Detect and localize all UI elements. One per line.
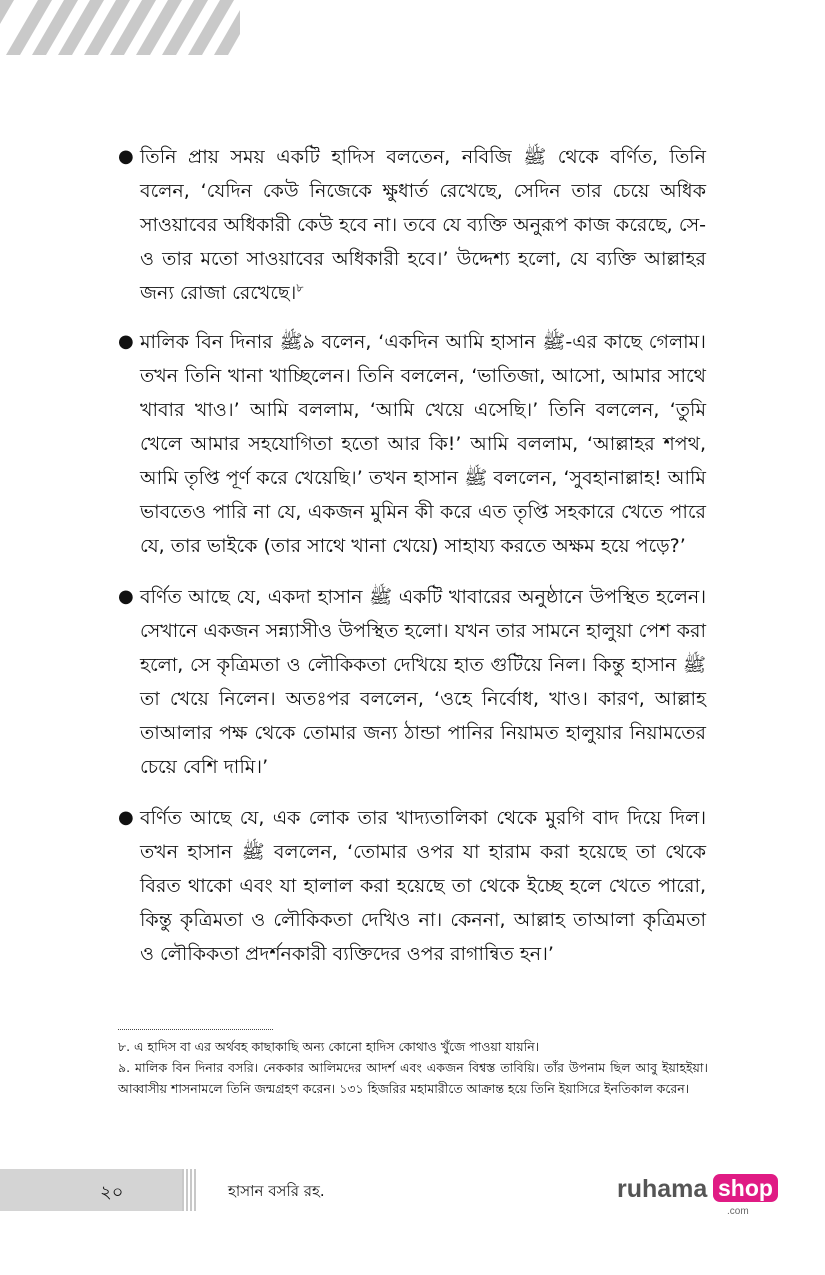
- text-line: মালিক বিন দিনার ﷺ৯ বলেন, ‘একদিন আমি হাসান ﷺ-এর কাছে: [140, 331, 642, 353]
- bullet-dot-icon: ●: [118, 807, 134, 828]
- text-line: আল্লাহর জন্য রোজা রেখেছে।: [140, 248, 706, 304]
- footer-bar: [0, 1169, 182, 1211]
- logo-shop-badge: shop: [713, 1174, 778, 1202]
- text-line: হালুয়া পেশ করা হলো, সে কৃত্রিমতা ও লৌকিকতা দেখিয়ে হাত গুটিয়ে: [140, 620, 707, 676]
- header-stripes-decoration: [0, 0, 245, 55]
- text-line: পানির নিয়ামত হালুয়ার নিয়ামতের চেয়ে বেশি দামি।’: [140, 722, 707, 778]
- text-line: কী করে এত তৃপ্তি সহকারে খেতে পারে যে, তার ভাইকে (তার সাথে: [140, 501, 706, 557]
- text-line: বললাম, ‘আল্লাহর শপথ, আমি তৃপ্তি পূর্ণ করে খেয়েছি।’ তখন হাসান: [140, 433, 706, 489]
- text-line: বিরত থাকো এবং যা হালাল করা হয়েছে তা থেকে ইচ্ছে হলে খেতে পারো,: [140, 875, 706, 897]
- text-line: বলেন, ‘যেদিন কেউ নিজেকে ক্ষুধার্ত রেখেছে, সেদিন তার চেয়ে অধিক: [140, 180, 706, 202]
- text-line: ও লৌকিকতা প্রদর্শনকারী ব্যক্তিদের ওপর রাগান্বিত হন।’: [140, 943, 554, 965]
- bullet-dot-icon: ●: [118, 586, 134, 607]
- text-line: সে-ও তার মতো সাওয়াবের অধিকারী হবে।’ উদ্দেশ্য হলো, যে ব্যক্তি: [140, 214, 706, 270]
- text-line: ﷺ বললেন, ‘সুবহানাল্লাহ! আমি ভাবতেও পারি না যে, একজন মুমিন: [140, 467, 706, 523]
- logo-ruhama-text: ruhama: [617, 1175, 708, 1203]
- text-line: বর্ণিত আছে যে, এক লোক তার খাদ্যতালিকা থেকে মুরগি বাদ দিয়ে দিল।: [140, 807, 706, 829]
- footnote-8: ৮. এ হাদিস বা এর অর্থবহ কাছাকাছি অন্য কোনো হাদিস কোথাও খুঁজে পাওয়া যায়নি।: [118, 1039, 540, 1054]
- footnote-9: ৯. মালিক বিন দিনার বসরি। নেককার আলিমদের আদর্শ এবং একজন বিশ্বস্ত তাবিয়ি। তাঁর উপনাম ছিল আবু ইয়াহইয়া। আব্বাসীয় শাসনামলে তিনি জন্মগ্রহণ করেন। ১৩১ হিজরির মহামারীতে আক্রান্ত হয়ে তিনি ইয়াসিরে ইনতিকাল করেন।: [118, 1060, 708, 1096]
- text-line: কিন্তু কৃত্রিমতা ও লৌকিকতা দেখিও না। কেননা, আল্লাহ তাআলা কৃত্রিমতা: [140, 909, 706, 931]
- bullet-paragraph-4: [118, 801, 706, 971]
- running-book-title: হাসান বসরি রহ.: [228, 1182, 325, 1200]
- ruhamashop-logo: [617, 1173, 777, 1221]
- main-text: [118, 140, 706, 971]
- bullet-paragraph-1: [118, 140, 706, 310]
- footer-hatch-decoration: [182, 1169, 196, 1211]
- text-line: হলেন। সেখানে একজন সন্ন্যাসীও উপস্থিত হলো। যখন তার সামনে: [140, 586, 706, 642]
- footnote-divider: [118, 1029, 273, 1030]
- text-line: বর্ণিত আছে যে, একদা হাসান ﷺ একটি খাবারের অনুষ্ঠানে উপস্থিত: [140, 586, 650, 608]
- text-line: নিল। কিন্তু হাসান ﷺ তা খেয়ে নিলেন। অতঃপর বললেন, ‘ওহে: [140, 654, 706, 710]
- text-line: সাওয়াবের অধিকারী কেউ হবে না। তবে যে ব্যক্তি অনুরূপ কাজ করেছে,: [140, 214, 673, 236]
- bullet-dot-icon: ●: [118, 331, 134, 352]
- bullet-paragraph-2: [118, 325, 706, 563]
- text-line: আমার সাথে খাবার খাও।’ আমি বললাম, ‘আমি খেয়ে এসেছি।’: [140, 365, 706, 421]
- text-line: তিনি বললেন, ‘তুমি খেলে আমার সহযোগিতা হতো আর কি!’ আমি: [140, 399, 707, 455]
- bullet-paragraph-3: [118, 580, 706, 784]
- logo-domain-text: .com: [727, 1206, 749, 1217]
- text-line: তিনি প্রায় সময় একটি হাদিস বলতেন, নবিজি ﷺ থেকে বর্ণিত, তিনি: [140, 146, 706, 168]
- text-line: খানা খেয়ে) সাহায্য করতে অক্ষম হয়ে পড়ে?’: [351, 535, 686, 557]
- page-number: ২০: [100, 1182, 124, 1203]
- text-line: নির্বোধ, খাও। কারণ, আল্লাহ তাআলার পক্ষ থেকে তোমার জন্য ঠান্ডা: [140, 688, 706, 744]
- text-line: গেলাম। তখন তিনি খানা খাচ্ছিলেন। তিনি বললেন, ‘ভাতিজা, আসো,: [140, 331, 706, 387]
- footnotes: [118, 1036, 708, 1099]
- footnote-ref-8: ৮: [296, 281, 304, 295]
- text-line: তখন হাসান ﷺ বললেন, ‘তোমার ওপর যা হারাম করা হয়েছে তা থেকে: [140, 841, 706, 863]
- bullet-dot-icon: ●: [118, 146, 134, 167]
